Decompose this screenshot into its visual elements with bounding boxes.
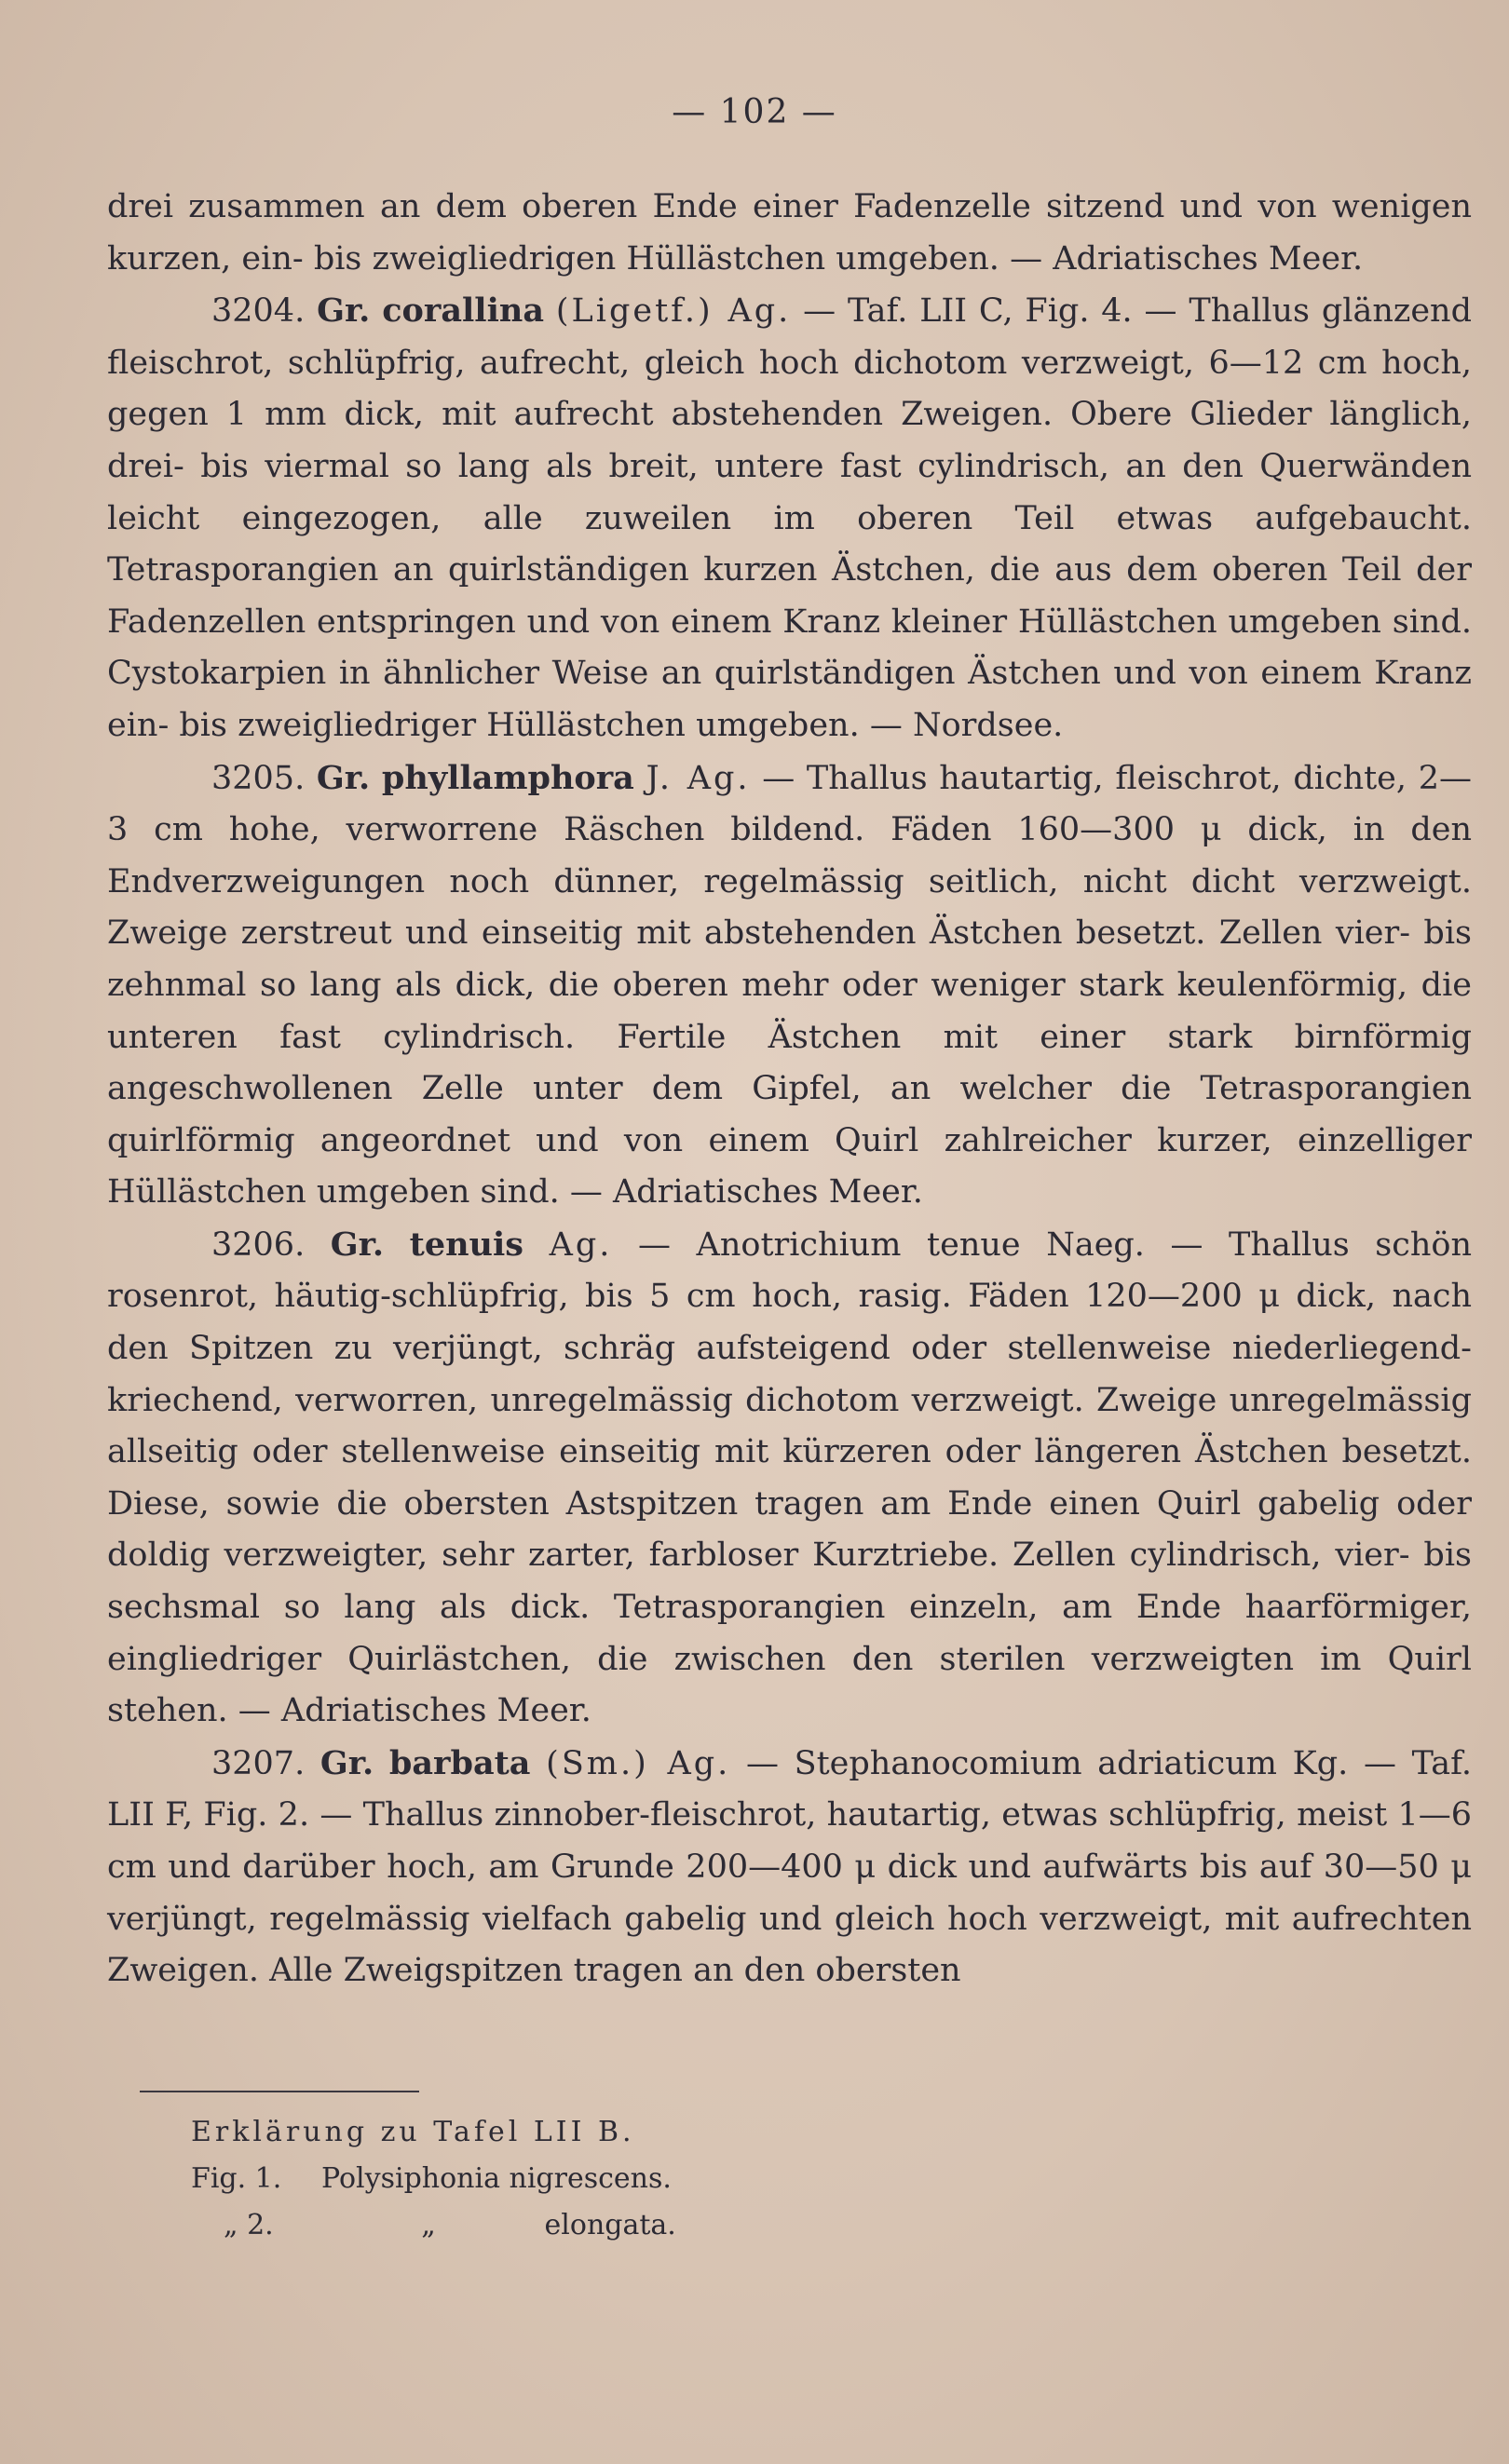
entry-3205 [107,752,1472,1219]
entry-number: 3206. [211,1225,306,1264]
page-number: — 102 — [672,93,837,131]
species-name: barbata [388,1743,531,1782]
entry-description: — Anotrichium tenue Naeg. — Thallus schön rosenrot, häutig-schlüpfrig, bis 5 cm hoch, rasig. Fäden 120—200 μ dick, nach den Spitzen zu verjüngt, schräg aufsteigend oder stellenweise niederliegend-kriechend, verworren, unregelmässig dichotom verzweigt. Zweige unregelmässig allseitig oder stellenweise einseitig mit kürzeren oder längeren Ästchen besetzt. Diese, sowie die obersten Astspitzen tragen am Ende einen Quirl gabelig oder doldig verzweigter, sehr zarter, farbloser Kurztriebe. Zellen cylindrisch, vier- bis sechsmal so lang als dick. Tetrasporangien einzeln, am Ende haarförmiger, eingliedriger Quirlästchen, die zwischen den sterilen verzweigten im Quirl stehen. — Adriatisches Meer. [107,1225,1472,1730]
species-name: phyllamphora [381,758,634,797]
species-name: tenuis [409,1225,524,1264]
figure-label: „ 2. [224,2209,274,2241]
entry-number: 3204. [211,292,306,331]
entry-3206 [107,1219,1472,1738]
entry-description: — Stephanocomium adriaticum Kg. — Taf. LII F, Fig. 2. — Thallus zinnober-fleischrot, hautartig, etwas schlüpfrig, meist 1—6 cm und darüber hoch, am Grunde 200—400 μ dick und aufwärts bis auf 30—50 μ verjüngt, regelmässig vielfach gabelig und gleich hoch verzweigt, mit aufrechten Zweigen. Alle Zweigspitzen tragen an den obersten [107,1744,1472,1990]
figure-label: Fig. 1. [191,2162,282,2195]
body-text [107,182,1472,1997]
author-citation: (Ligetf.) Ag. [555,292,792,331]
footnote-row [191,2156,1029,2202]
entry-description: — Thallus hautartig, fleischrot, dichte, 2—3 cm hohe, verworrene Räschen bildend. Fäden 160—300 μ dick, in den Endverzweigungen noch dünner, regelmässig seitlich, nicht dicht verzweigt. Zweige zerstreut und einseitig mit abstehenden Ästchen besetzt. Zellen vier- bis zehnmal so lang als dick, die oberen mehr oder weniger stark keulenförmig, die unteren fast cylindrisch. Fertile Ästchen mit einer stark birnförmig angeschwollenen Zelle unter dem Gipfel, an welcher die Tetrasporangien quirlförmig angeordnet und von einem Quirl zahlreicher kurzer, einzelliger Hüllästchen umgeben sind. — Adriatisches Meer. [107,759,1472,1212]
species-name: corallina [382,291,545,331]
entry-number: 3207. [211,1744,306,1782]
author-citation: (Sm.) Ag. [546,1744,731,1782]
entry-description: — Taf. LII C, Fig. 4. — Thallus glänzend fleischrot, schlüpfrig, aufrecht, gleich hoch dichotom verzweigt, 6—12 cm hoch, gegen 1 mm dick, mit aufrecht abstehenden Zweigen. Obere Glieder länglich, drei- bis viermal so lang als breit, untere fast cylindrisch, an den Querwänden leicht eingezogen, alle zuweilen im oberen Teil etwas aufgebaucht. Tetrasporangien an quirlständigen kurzen Ästchen, die aus dem oberen Teil der Fadenzellen entspringen und von einem Kranz kleiner Hüllästchen umgeben sind. Cystokarpien in ähnlicher Weise an quirlständigen Ästchen und von einem Kranz ein- bis zweigliedriger Hüllästchen umgeben. — Nordsee. [107,292,1472,744]
genus-abbrev: Gr. [317,291,371,331]
genus-abbrev: Gr. [319,1743,374,1782]
footnote-row [191,2202,1029,2249]
figure-species: elongata. [544,2209,676,2241]
entry-3207 [107,1738,1472,1997]
paragraph-text: drei zusammen an dem oberen Ende einer Fadenzelle sitzend und von wenigen kurzen, ein- bis zweigliedrigen Hüllästchen umgeben. — Adriatisches Meer. [107,188,1472,278]
footnote [191,2109,1029,2249]
entry-3204 [107,285,1472,751]
figure-genus: „ [421,2209,436,2241]
author-citation: Ag. [549,1225,613,1264]
entry-number: 3205. [211,759,306,797]
figure-genus: Polysiphonia [321,2162,500,2195]
footnote-heading: Erklärung zu Tafel LII B. [191,2116,635,2148]
genus-abbrev: Gr. [330,1225,385,1264]
footnote-divider [140,2091,419,2092]
figure-species: nigrescens. [509,2162,672,2195]
paragraph-continuation [107,182,1472,285]
genus-abbrev: Gr. [316,758,371,797]
author-citation: J. Ag. [646,759,751,797]
